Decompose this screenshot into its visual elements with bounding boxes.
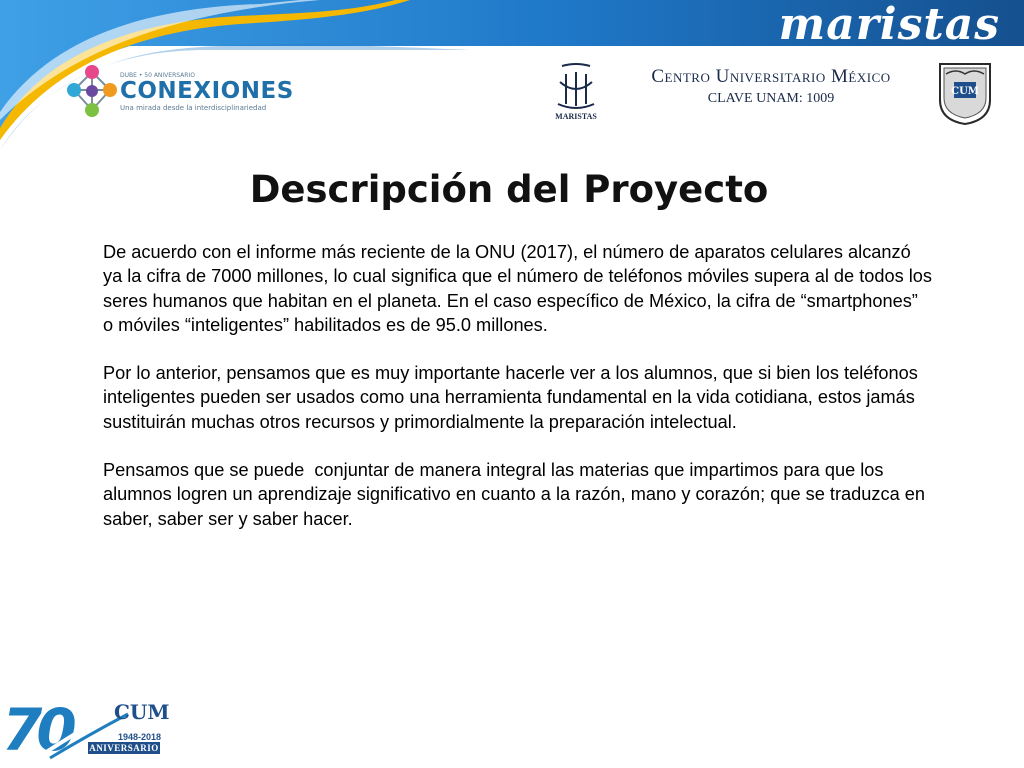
slide-body <box>103 240 938 555</box>
maristas-emblem-label: MARISTAS <box>555 112 597 121</box>
body-paragraph: Pensamos que se puede conjuntar de manera integral las materias que impartimos para que los alumnos logren un aprendizaje significativo en cuanto a la razón, mano y corazón; que se traduzca en saber, saber ser y saber hacer. <box>103 460 931 529</box>
conexiones-top-text: DUBE • 50 ANIVERSARIO <box>120 72 195 79</box>
svg-text:CUM: CUM <box>951 86 979 97</box>
seventy-anniversary-logo <box>0 696 170 766</box>
maristas-wordmark-logo: maristas <box>778 0 1000 50</box>
slide-title: Descripción del Proyecto <box>249 168 769 211</box>
maristas-monogram-icon <box>548 62 604 112</box>
maristas-emblem <box>548 62 604 124</box>
conexiones-network-icon <box>66 64 118 118</box>
anniversary-band: ANIVERSARIO <box>89 743 159 753</box>
body-paragraph: Por lo anterior, pensamos que es muy importante hacerle ver a los alumnos, que si bien los teléfonos inteligentes pueden ser usados como una herramienta fundamental en la vida cotidiana, estos jamás sustituirán muchas otros recursos y primordialmente la preparación intelectual. <box>103 363 923 432</box>
conexiones-logo <box>66 64 294 118</box>
institution-header <box>610 66 932 107</box>
conexiones-brand: CONEXIONES <box>120 78 294 104</box>
university-crest-icon <box>936 60 994 126</box>
institution-name: Centro Universitario México <box>651 66 891 87</box>
institution-clave: CLAVE UNAM: 1009 <box>707 91 835 106</box>
conexiones-tagline: Una mirada desde la interdisciplinariedad <box>120 104 267 112</box>
seventy-mark: 70 <box>2 696 71 764</box>
cum-monogram: CUM <box>114 700 170 724</box>
body-paragraph: De acuerdo con el informe más reciente de la ONU (2017), el número de aparatos celulares alcanzó ya la cifra de 7000 millones, lo cual significa que el número de teléfonos móviles supera al de todos los seres humanos que habitan en el planeta. En el caso específico de México, la cifra de “smartphones” o móviles “inteligentes” habilitados es de 95.0 millones. <box>103 242 938 335</box>
anniversary-years: 1948-2018 <box>118 732 162 742</box>
